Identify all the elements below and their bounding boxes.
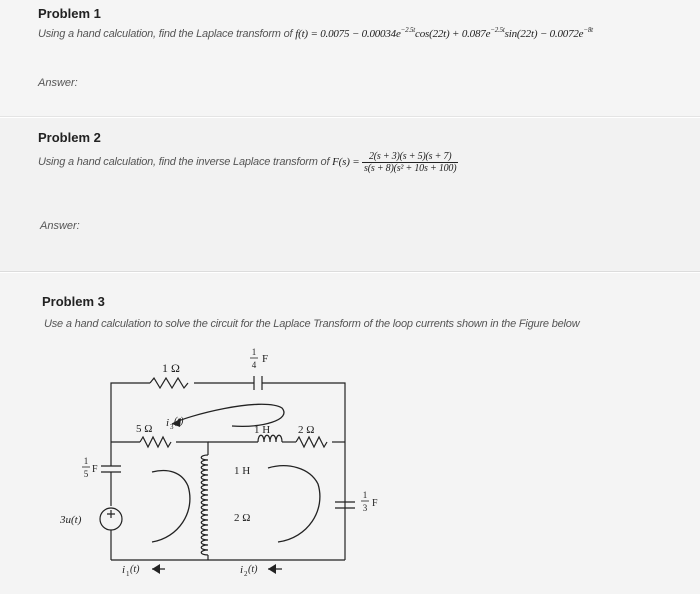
problem-3-instruction: Use a hand calculation to solve the circuit for the Laplace Transform of the loop currents shown in the Figure below (44, 318, 580, 330)
term-3: sin(22t) − 0.0072e (504, 28, 584, 40)
i1-arg: (t) (130, 564, 140, 575)
i2-arg: (t) (248, 564, 258, 575)
source-label: 3u(t) (60, 514, 82, 526)
exp-3: −8t (583, 26, 593, 34)
i1-symbol: i (122, 564, 126, 576)
problem-2-formula (332, 151, 458, 174)
i1-label (122, 564, 140, 578)
cap-left-num: 1 (83, 456, 89, 466)
formula-lhs: f(t) = (295, 28, 321, 40)
problem-1-formula (295, 28, 593, 40)
term-1: 0.0075 − 0.00034e (320, 28, 401, 40)
problem-1-instruction-text: Using a hand calculation, find the Laplace transform of (38, 28, 293, 40)
i3-label (166, 416, 184, 431)
problem-2-instruction-text: Using a hand calculation, find the inverse Laplace transform of (38, 156, 330, 169)
problem-2-title: Problem 2 (38, 130, 101, 145)
loop-i2-arrow (268, 466, 320, 542)
problem-1-title: Problem 1 (38, 6, 101, 21)
circuit-diagram (0, 273, 700, 594)
r-mid-label: 2 Ω (234, 512, 251, 524)
i2-symbol: i (240, 564, 244, 576)
cap-top-label (250, 347, 268, 370)
cap-top-unit: F (262, 353, 269, 365)
r-top-label: 1 Ω (162, 361, 180, 375)
cap-left-den: 5 (83, 469, 89, 479)
exp-1: −2.5t (400, 26, 416, 34)
problem-1-panel (0, 0, 700, 117)
numerator: 2(s + 3)(s + 5)(s + 7) (362, 151, 458, 163)
problem-1-answer-label: Answer: (38, 77, 78, 89)
formula-lhs: F(s) = (332, 156, 363, 169)
ind-mid-label: 1 H (234, 465, 251, 477)
circuit-wires (100, 376, 355, 560)
exp-2: −2.5t (490, 26, 505, 34)
loop-i3-arrow (172, 404, 284, 426)
term-2: cos(22t) + 0.087e (415, 28, 491, 40)
problem-2-panel (0, 118, 700, 272)
cap-top-num: 1 (251, 347, 257, 357)
fraction (362, 151, 458, 174)
r-mid-left-label: 5 Ω (136, 423, 153, 435)
cap-right-label (361, 490, 378, 513)
cap-right-num: 1 (362, 490, 368, 500)
i3-subscript: 3 (170, 423, 174, 431)
problem-3-panel (0, 273, 700, 594)
problem-2-answer-label: Answer: (40, 220, 80, 232)
cap-top-den: 4 (251, 360, 257, 370)
problem-1-instruction (38, 26, 593, 40)
i1-subscript: 1 (126, 570, 130, 578)
i2-subscript: 2 (244, 570, 248, 578)
denominator: s(s + 8)(s² + 10s + 100) (364, 163, 457, 174)
cap-left-label (82, 456, 98, 479)
cap-right-unit: F (372, 498, 378, 509)
cap-right-den: 3 (362, 503, 368, 513)
problem-2-instruction (38, 151, 458, 174)
problem-3-title: Problem 3 (42, 294, 105, 309)
loop-i1-arrow (152, 471, 190, 542)
r-top-right-label: 2 Ω (298, 424, 315, 436)
i3-arg: (t) (174, 416, 184, 427)
i2-label (240, 564, 258, 578)
i3-symbol: i (166, 417, 170, 429)
ind-top-label: 1 H (254, 424, 271, 436)
cap-left-unit: F (92, 464, 98, 475)
